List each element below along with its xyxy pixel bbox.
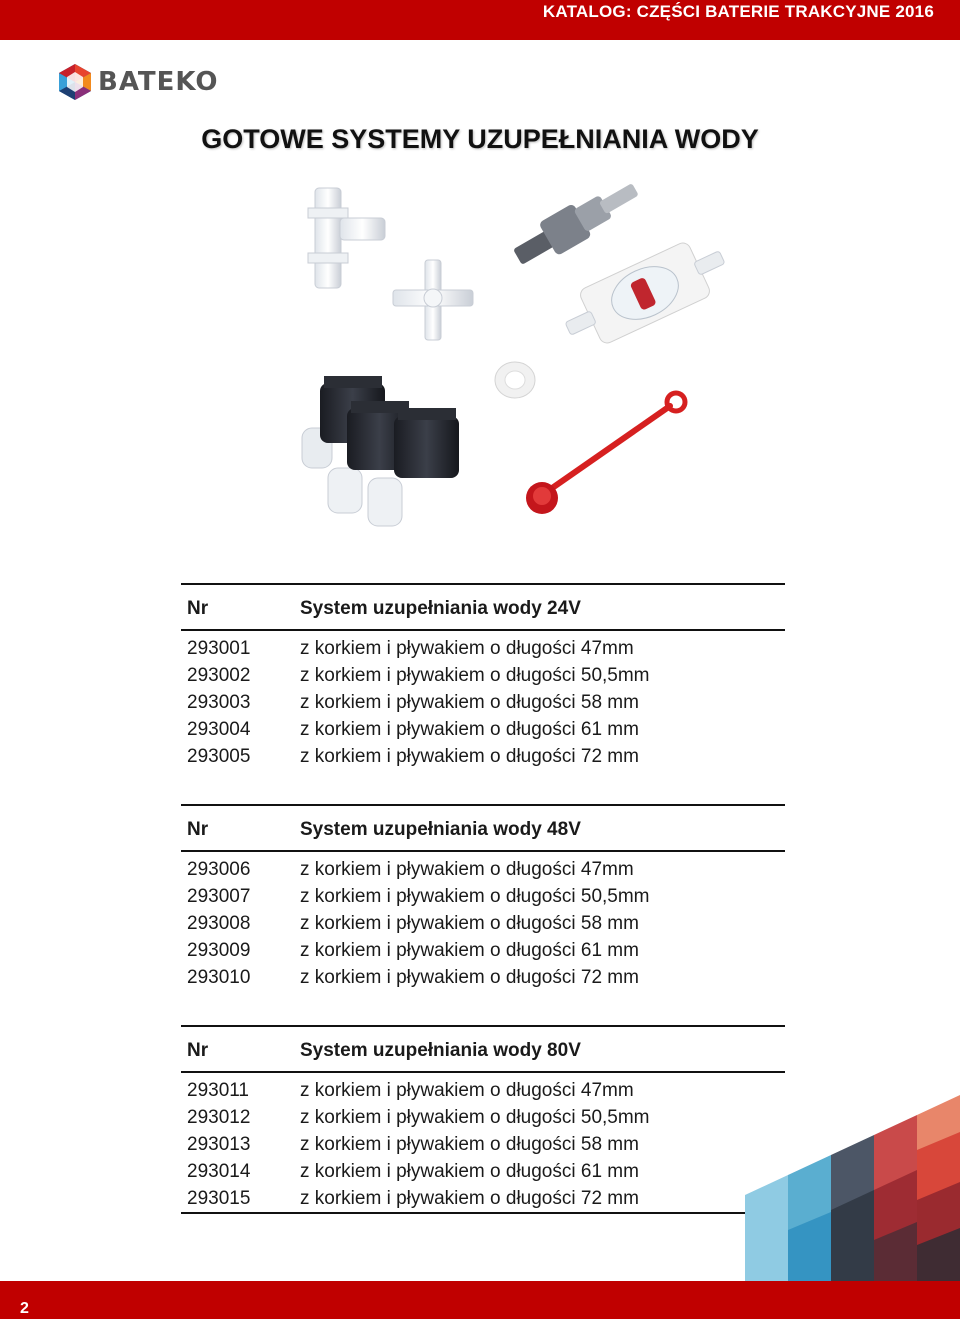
table-row <box>181 716 785 743</box>
item-number: 293015 <box>187 1188 251 1209</box>
catalog-title: KATALOG: CZĘŚCI BATERIE TRAKCYJNE 2016 <box>542 2 934 21</box>
decorative-corner-graphic <box>745 1090 960 1282</box>
item-description: z korkiem i pływakiem o długości 47mm <box>300 859 634 880</box>
col-title-header: System uzupełniania wody 80V <box>294 1026 785 1072</box>
bateko-logo <box>58 63 218 103</box>
quick-coupler-icon <box>508 178 645 274</box>
table-header-row <box>181 805 785 851</box>
item-description: z korkiem i pływakiem o długości 61 mm <box>300 940 639 961</box>
col-nr-header: Nr <box>181 805 294 851</box>
item-description: z korkiem i pływakiem o długości 61 mm <box>300 1161 639 1182</box>
item-description: z korkiem i pływakiem o długości 58 mm <box>300 913 639 934</box>
table-row <box>181 1131 785 1158</box>
item-number: 293011 <box>187 1080 249 1101</box>
item-number: 293005 <box>187 746 251 767</box>
ring-icon <box>495 362 535 398</box>
system-24v-table <box>181 583 785 770</box>
logo-hexagon-icon <box>58 63 92 101</box>
flow-indicator-icon <box>555 230 730 356</box>
item-description: z korkiem i pływakiem o długości 47mm <box>300 638 634 659</box>
page-title: GOTOWE SYSTEMY UZUPEŁNIANIA WODY <box>201 124 759 154</box>
table-row <box>181 1185 785 1213</box>
footer-bar <box>0 1281 960 1319</box>
item-description: z korkiem i pływakiem o długości 72 mm <box>300 1188 639 1209</box>
red-cap-icon <box>526 393 685 514</box>
item-description: z korkiem i pływakiem o długości 61 mm <box>300 719 639 740</box>
item-description: z korkiem i pływakiem o długości 50,5mm <box>300 886 650 907</box>
item-number: 293006 <box>187 859 251 880</box>
item-number: 293002 <box>187 665 251 686</box>
item-number: 293012 <box>187 1107 251 1128</box>
table-row <box>181 937 785 964</box>
table-row <box>181 743 785 770</box>
item-number: 293003 <box>187 692 251 713</box>
item-description: z korkiem i pływakiem o długości 58 mm <box>300 692 639 713</box>
logo-text: BATEKO <box>98 67 219 97</box>
cross-connector-icon <box>393 260 473 340</box>
table-row <box>181 1158 785 1185</box>
item-description: z korkiem i pływakiem o długości 50,5mm <box>300 665 650 686</box>
col-title-header: System uzupełniania wody 24V <box>294 584 785 630</box>
item-description: z korkiem i pływakiem o długości 72 mm <box>300 967 639 988</box>
system-48v-table <box>181 804 785 991</box>
table-row <box>181 883 785 910</box>
t-connector-icon <box>308 188 385 288</box>
table-header-row <box>181 584 785 630</box>
col-nr-header: Nr <box>181 584 294 630</box>
page-number: 2 <box>20 1300 29 1317</box>
item-number: 293009 <box>187 940 251 961</box>
item-number: 293013 <box>187 1134 251 1155</box>
products-photo <box>290 178 730 558</box>
item-number: 293007 <box>187 886 251 907</box>
item-description: z korkiem i pływakiem o długości 47mm <box>300 1080 634 1101</box>
item-number: 293014 <box>187 1161 251 1182</box>
table-row <box>181 964 785 991</box>
table-row <box>181 662 785 689</box>
table-header-row <box>181 1026 785 1072</box>
plug-float-icon <box>302 376 459 526</box>
system-80v-table <box>181 1025 785 1214</box>
col-title-header: System uzupełniania wody 48V <box>294 805 785 851</box>
col-nr-header: Nr <box>181 1026 294 1072</box>
item-number: 293010 <box>187 967 251 988</box>
table-row <box>181 1104 785 1131</box>
table-row <box>181 910 785 937</box>
item-number: 293004 <box>187 719 251 740</box>
item-description: z korkiem i pływakiem o długości 72 mm <box>300 746 639 767</box>
table-row <box>181 630 785 662</box>
item-description: z korkiem i pływakiem o długości 58 mm <box>300 1134 639 1155</box>
item-number: 293008 <box>187 913 251 934</box>
item-number: 293001 <box>187 638 251 659</box>
item-description: z korkiem i pływakiem o długości 50,5mm <box>300 1107 650 1128</box>
header-bar <box>0 0 960 40</box>
table-row <box>181 689 785 716</box>
table-row <box>181 1072 785 1104</box>
table-row <box>181 851 785 883</box>
